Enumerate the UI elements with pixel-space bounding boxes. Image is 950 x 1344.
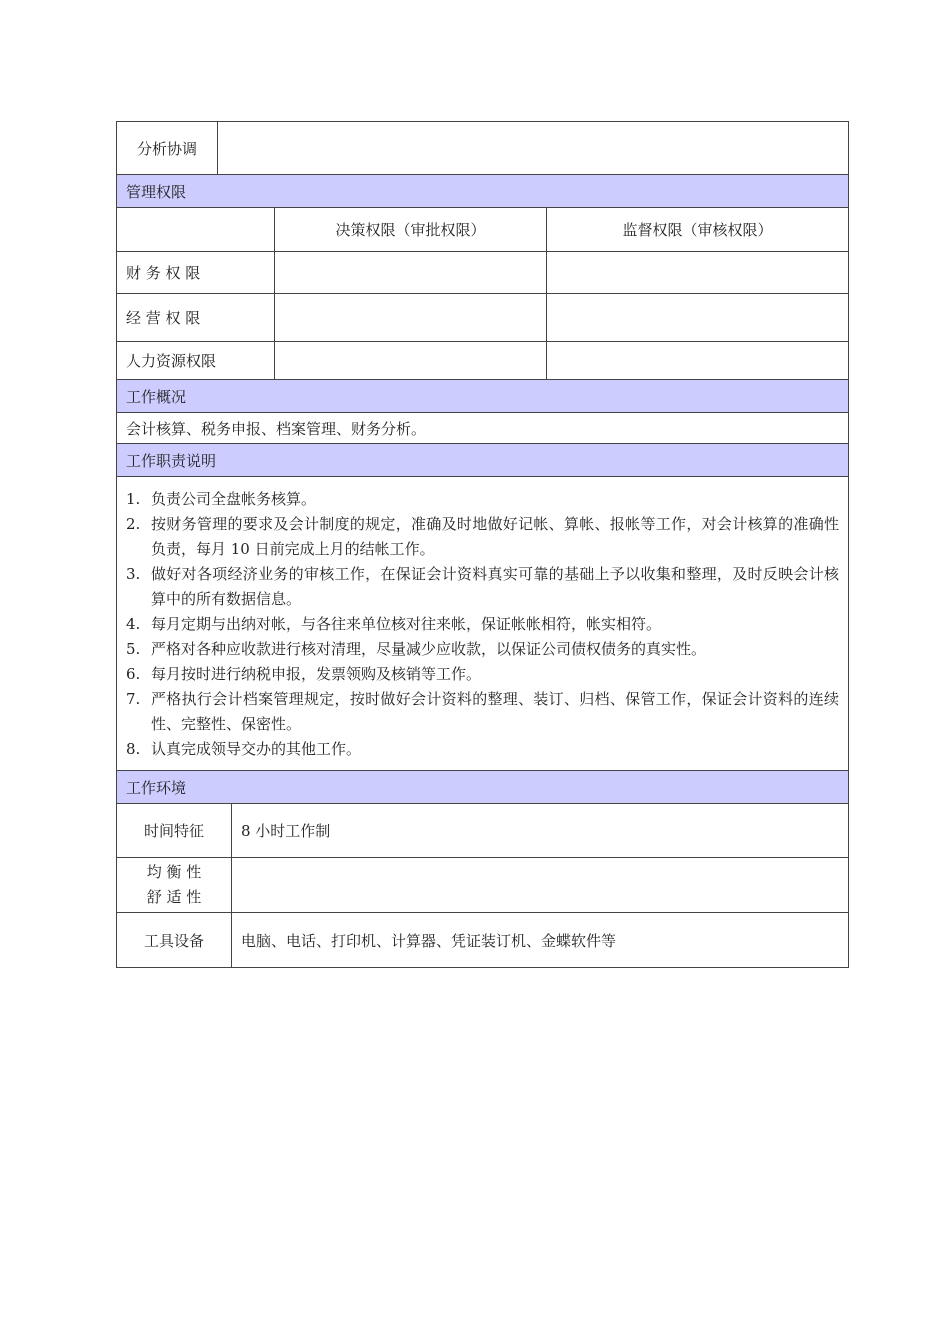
authority-decision-cell (275, 294, 547, 341)
environment-row-tools (116, 913, 849, 968)
authority-supervision-cell (547, 252, 848, 293)
environment-time-label: 时间特征 (117, 804, 232, 857)
authority-header-decision: 决策权限（审批权限） (275, 208, 547, 251)
section-duties: 工作职责说明 (116, 444, 849, 477)
authority-header-supervision: 监督权限（审核权限） (622, 221, 773, 239)
duty-number: 4. (126, 615, 141, 633)
list-item (126, 737, 839, 762)
list-item (126, 487, 839, 512)
authority-row-label: 经 营 权 限 (117, 294, 275, 341)
section-overview: 工作概况 (116, 380, 849, 413)
list-item (126, 562, 839, 612)
list-item (126, 687, 839, 737)
authority-row-label: 财 务 权 限 (117, 252, 275, 293)
duty-text: 按财务管理的要求及会计制度的规定，准确及时地做好记帐、算帐、报帐等工作，对会计核算的准确性负责，每月 10 日前完成上月的结帐工作。 (151, 515, 839, 558)
coordination-label: 分析协调 (117, 122, 218, 174)
authority-decision-cell (275, 252, 547, 293)
duty-number: 1. (126, 490, 141, 508)
environment-balance-label-line1: 均 衡 性 (146, 863, 202, 881)
authority-row-label: 人力资源权限 (117, 342, 275, 379)
duty-text: 每月定期与出纳对帐，与各往来单位核对往来帐，保证帐帐相符，帐实相符。 (151, 615, 662, 633)
environment-row-balance (116, 858, 849, 913)
duty-text: 严格对各种应收款进行核对清理，尽量减少应收款，以保证公司债权债务的真实性。 (151, 640, 707, 658)
authority-decision-cell (275, 342, 547, 379)
environment-time-value: 8 小时工作制 (241, 822, 331, 840)
job-description-table (116, 121, 849, 968)
duty-text: 负责公司全盘帐务核算。 (151, 490, 317, 508)
authority-row-hr (116, 342, 849, 380)
duty-text: 严格执行会计档案管理规定，按时做好会计资料的整理、装订、归档、保管工作，保证会计资料的连续性、完整性、保密性。 (151, 690, 839, 733)
environment-balance-label (117, 858, 232, 912)
duty-text: 每月按时进行纳税申报，发票领购及核销等工作。 (151, 665, 482, 683)
environment-tools-value: 电脑、电话、打印机、计算器、凭证装订机、金蝶软件等 (241, 931, 617, 950)
duty-text: 做好对各项经济业务的审核工作，在保证会计资料真实可靠的基础上予以收集和整理，及时反映会计核算中的所有数据信息。 (151, 565, 839, 608)
environment-tools-label: 工具设备 (117, 913, 232, 967)
environment-balance-label-line2: 舒 适 性 (146, 888, 202, 906)
duty-number: 6. (126, 665, 141, 683)
overview-text: 会计核算、税务申报、档案管理、财务分析。 (126, 419, 427, 438)
coordination-row (116, 121, 849, 175)
list-item (126, 662, 839, 687)
duty-number: 5. (126, 640, 141, 658)
duty-number: 7. (126, 690, 141, 708)
duty-number: 2. (126, 515, 141, 533)
authority-header-blank (117, 208, 275, 251)
authority-row-finance (116, 252, 849, 294)
environment-row-time (116, 804, 849, 858)
section-environment: 工作环境 (116, 771, 849, 804)
authority-row-operation (116, 294, 849, 342)
overview-row (116, 413, 849, 444)
authority-supervision-cell (547, 294, 848, 341)
duty-number: 8. (126, 740, 141, 758)
environment-balance-value (232, 858, 848, 912)
list-item (126, 512, 839, 562)
duties-list (116, 477, 849, 771)
coordination-value (218, 122, 848, 174)
authority-supervision-cell (547, 342, 848, 379)
duty-number: 3. (126, 565, 141, 583)
list-item (126, 637, 839, 662)
list-item (126, 612, 839, 637)
duty-text: 认真完成领导交办的其他工作。 (151, 740, 362, 758)
section-authority: 管理权限 (116, 175, 849, 208)
authority-header-row (116, 208, 849, 252)
